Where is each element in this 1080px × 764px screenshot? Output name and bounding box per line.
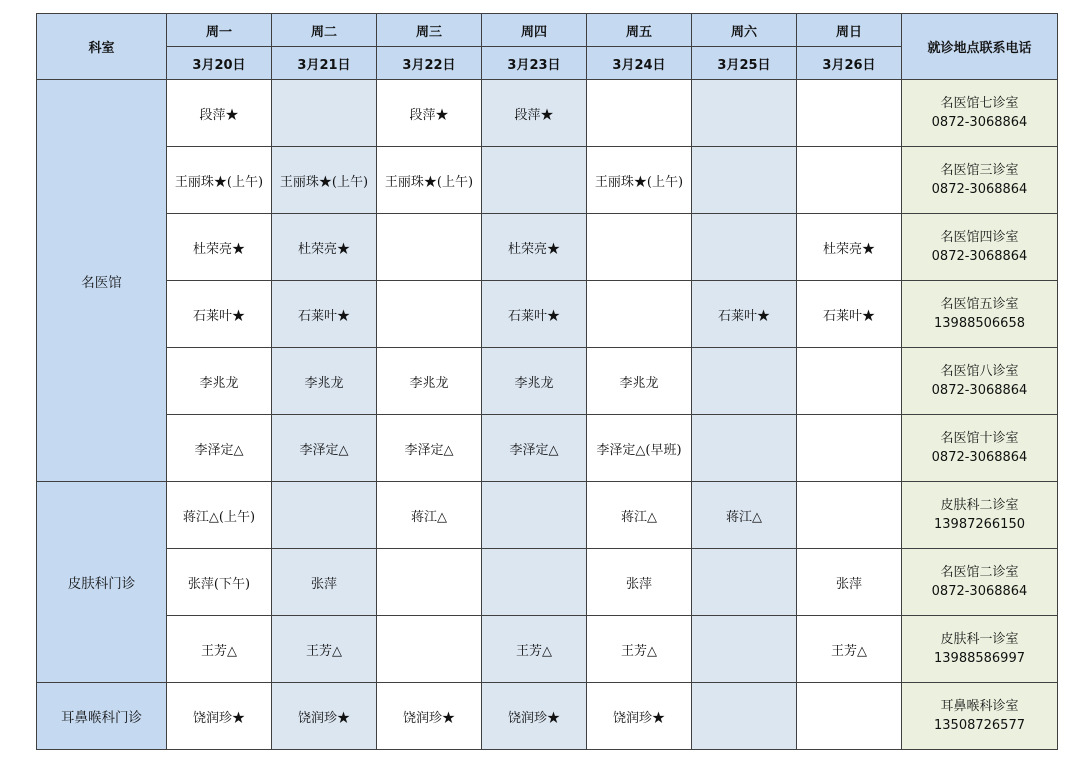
schedule-cell: 饶润珍★ xyxy=(377,683,482,750)
schedule-cell: 石莱叶★ xyxy=(482,281,587,348)
schedule-cell: 李兆龙 xyxy=(167,348,272,415)
location-cell xyxy=(902,549,1058,616)
schedule-cell: 李兆龙 xyxy=(482,348,587,415)
schedule-table xyxy=(36,13,1058,750)
schedule-cell: 李泽定△ xyxy=(377,415,482,482)
schedule-cell: 王芳△ xyxy=(797,616,902,683)
location-cell xyxy=(902,80,1058,147)
schedule-cell xyxy=(482,549,587,616)
location-phone: 0872-3068864 xyxy=(931,182,1028,197)
header-date: 3月23日 xyxy=(482,47,587,80)
schedule-cell: 饶润珍★ xyxy=(167,683,272,750)
header-date: 3月20日 xyxy=(167,47,272,80)
table-row xyxy=(37,147,1058,214)
schedule-cell: 李泽定△ xyxy=(482,415,587,482)
location-phone: 0872-3068864 xyxy=(931,584,1028,599)
location-name: 名医馆二诊室 xyxy=(940,565,1019,580)
location-phone: 0872-3068864 xyxy=(931,383,1028,398)
location-name: 名医馆十诊室 xyxy=(940,431,1019,446)
schedule-cell xyxy=(587,80,692,147)
header-weekday: 周六 xyxy=(692,14,797,47)
schedule-cell xyxy=(797,348,902,415)
schedule-cell: 杜荣亮★ xyxy=(482,214,587,281)
schedule-cell: 王丽珠★(上午) xyxy=(587,147,692,214)
header-row-weekdays xyxy=(37,14,1058,47)
schedule-cell: 张萍 xyxy=(587,549,692,616)
schedule-cell xyxy=(797,80,902,147)
schedule-cell xyxy=(797,482,902,549)
schedule-cell xyxy=(272,80,377,147)
table-row xyxy=(37,683,1058,750)
location-name: 名医馆五诊室 xyxy=(940,297,1019,312)
header-date: 3月22日 xyxy=(377,47,482,80)
location-name: 皮肤科一诊室 xyxy=(940,632,1019,647)
header-weekday: 周二 xyxy=(272,14,377,47)
department-cell: 皮肤科门诊 xyxy=(37,482,167,683)
schedule-cell: 蒋江△ xyxy=(377,482,482,549)
schedule-cell xyxy=(692,80,797,147)
header-weekday: 周五 xyxy=(587,14,692,47)
schedule-cell xyxy=(797,147,902,214)
schedule-cell: 饶润珍★ xyxy=(272,683,377,750)
schedule-cell xyxy=(482,482,587,549)
table-row xyxy=(37,281,1058,348)
location-name: 名医馆七诊室 xyxy=(940,96,1019,111)
schedule-cell: 王芳△ xyxy=(272,616,377,683)
location-phone: 13988586997 xyxy=(934,651,1025,666)
schedule-cell: 饶润珍★ xyxy=(587,683,692,750)
location-cell xyxy=(902,348,1058,415)
table-row xyxy=(37,482,1058,549)
schedule-cell: 石莱叶★ xyxy=(797,281,902,348)
schedule-cell xyxy=(377,281,482,348)
location-cell xyxy=(902,616,1058,683)
schedule-cell xyxy=(797,415,902,482)
schedule-cell: 石莱叶★ xyxy=(272,281,377,348)
schedule-cell: 杜荣亮★ xyxy=(797,214,902,281)
schedule-cell xyxy=(692,147,797,214)
schedule-cell: 蒋江△(上午) xyxy=(167,482,272,549)
location-cell xyxy=(902,482,1058,549)
schedule-cell: 石莱叶★ xyxy=(692,281,797,348)
schedule-cell: 李泽定△(早班) xyxy=(587,415,692,482)
location-cell xyxy=(902,683,1058,750)
header-department: 科室 xyxy=(37,14,167,80)
location-phone: 0872-3068864 xyxy=(931,115,1028,130)
department-cell: 耳鼻喉科门诊 xyxy=(37,683,167,750)
schedule-cell xyxy=(692,616,797,683)
header-weekday: 周四 xyxy=(482,14,587,47)
schedule-cell: 石莱叶★ xyxy=(167,281,272,348)
header-contact: 就诊地点联系电话 xyxy=(902,14,1058,80)
schedule-cell: 蒋江△ xyxy=(692,482,797,549)
header-weekday: 周一 xyxy=(167,14,272,47)
schedule-cell: 王丽珠★(上午) xyxy=(272,147,377,214)
table-row xyxy=(37,80,1058,147)
table-row xyxy=(37,348,1058,415)
header-date: 3月21日 xyxy=(272,47,377,80)
table-row xyxy=(37,214,1058,281)
schedule-cell xyxy=(692,683,797,750)
location-cell xyxy=(902,214,1058,281)
location-cell xyxy=(902,415,1058,482)
location-phone: 13988506658 xyxy=(934,316,1025,331)
schedule-cell xyxy=(272,482,377,549)
location-phone: 0872-3068864 xyxy=(931,249,1028,264)
schedule-cell xyxy=(692,348,797,415)
header-date: 3月26日 xyxy=(797,47,902,80)
location-phone: 13508726577 xyxy=(934,718,1025,733)
location-cell xyxy=(902,281,1058,348)
schedule-cell xyxy=(692,415,797,482)
schedule-cell xyxy=(587,281,692,348)
schedule-cell: 王芳△ xyxy=(482,616,587,683)
schedule-cell xyxy=(377,616,482,683)
schedule-cell: 张萍(下午) xyxy=(167,549,272,616)
schedule-cell: 蒋江△ xyxy=(587,482,692,549)
schedule-cell xyxy=(692,214,797,281)
header-weekday: 周三 xyxy=(377,14,482,47)
header-weekday: 周日 xyxy=(797,14,902,47)
schedule-cell: 李泽定△ xyxy=(272,415,377,482)
schedule-cell: 李兆龙 xyxy=(272,348,377,415)
schedule-cell: 段萍★ xyxy=(482,80,587,147)
schedule-cell: 段萍★ xyxy=(377,80,482,147)
location-name: 名医馆八诊室 xyxy=(940,364,1019,379)
location-cell xyxy=(902,147,1058,214)
location-name: 名医馆四诊室 xyxy=(940,230,1019,245)
schedule-cell: 李兆龙 xyxy=(587,348,692,415)
schedule-cell: 张萍 xyxy=(272,549,377,616)
schedule-sheet xyxy=(36,13,1058,750)
schedule-cell: 李泽定△ xyxy=(167,415,272,482)
schedule-cell: 王芳△ xyxy=(587,616,692,683)
header-date: 3月25日 xyxy=(692,47,797,80)
schedule-cell xyxy=(587,214,692,281)
schedule-cell: 段萍★ xyxy=(167,80,272,147)
schedule-cell: 王丽珠★(上午) xyxy=(377,147,482,214)
location-phone: 0872-3068864 xyxy=(931,450,1028,465)
schedule-cell: 杜荣亮★ xyxy=(272,214,377,281)
schedule-cell xyxy=(797,683,902,750)
location-phone: 13987266150 xyxy=(934,517,1025,532)
department-cell: 名医馆 xyxy=(37,80,167,482)
schedule-cell: 张萍 xyxy=(797,549,902,616)
schedule-cell xyxy=(692,549,797,616)
location-name: 皮肤科二诊室 xyxy=(940,498,1019,513)
schedule-cell: 饶润珍★ xyxy=(482,683,587,750)
location-name: 名医馆三诊室 xyxy=(940,163,1019,178)
header-date: 3月24日 xyxy=(587,47,692,80)
schedule-cell xyxy=(377,214,482,281)
table-row xyxy=(37,415,1058,482)
schedule-cell xyxy=(377,549,482,616)
table-row xyxy=(37,616,1058,683)
schedule-cell xyxy=(482,147,587,214)
schedule-cell: 王芳△ xyxy=(167,616,272,683)
table-row xyxy=(37,549,1058,616)
schedule-cell: 李兆龙 xyxy=(377,348,482,415)
location-name: 耳鼻喉科诊室 xyxy=(940,699,1019,714)
schedule-cell: 王丽珠★(上午) xyxy=(167,147,272,214)
schedule-cell: 杜荣亮★ xyxy=(167,214,272,281)
